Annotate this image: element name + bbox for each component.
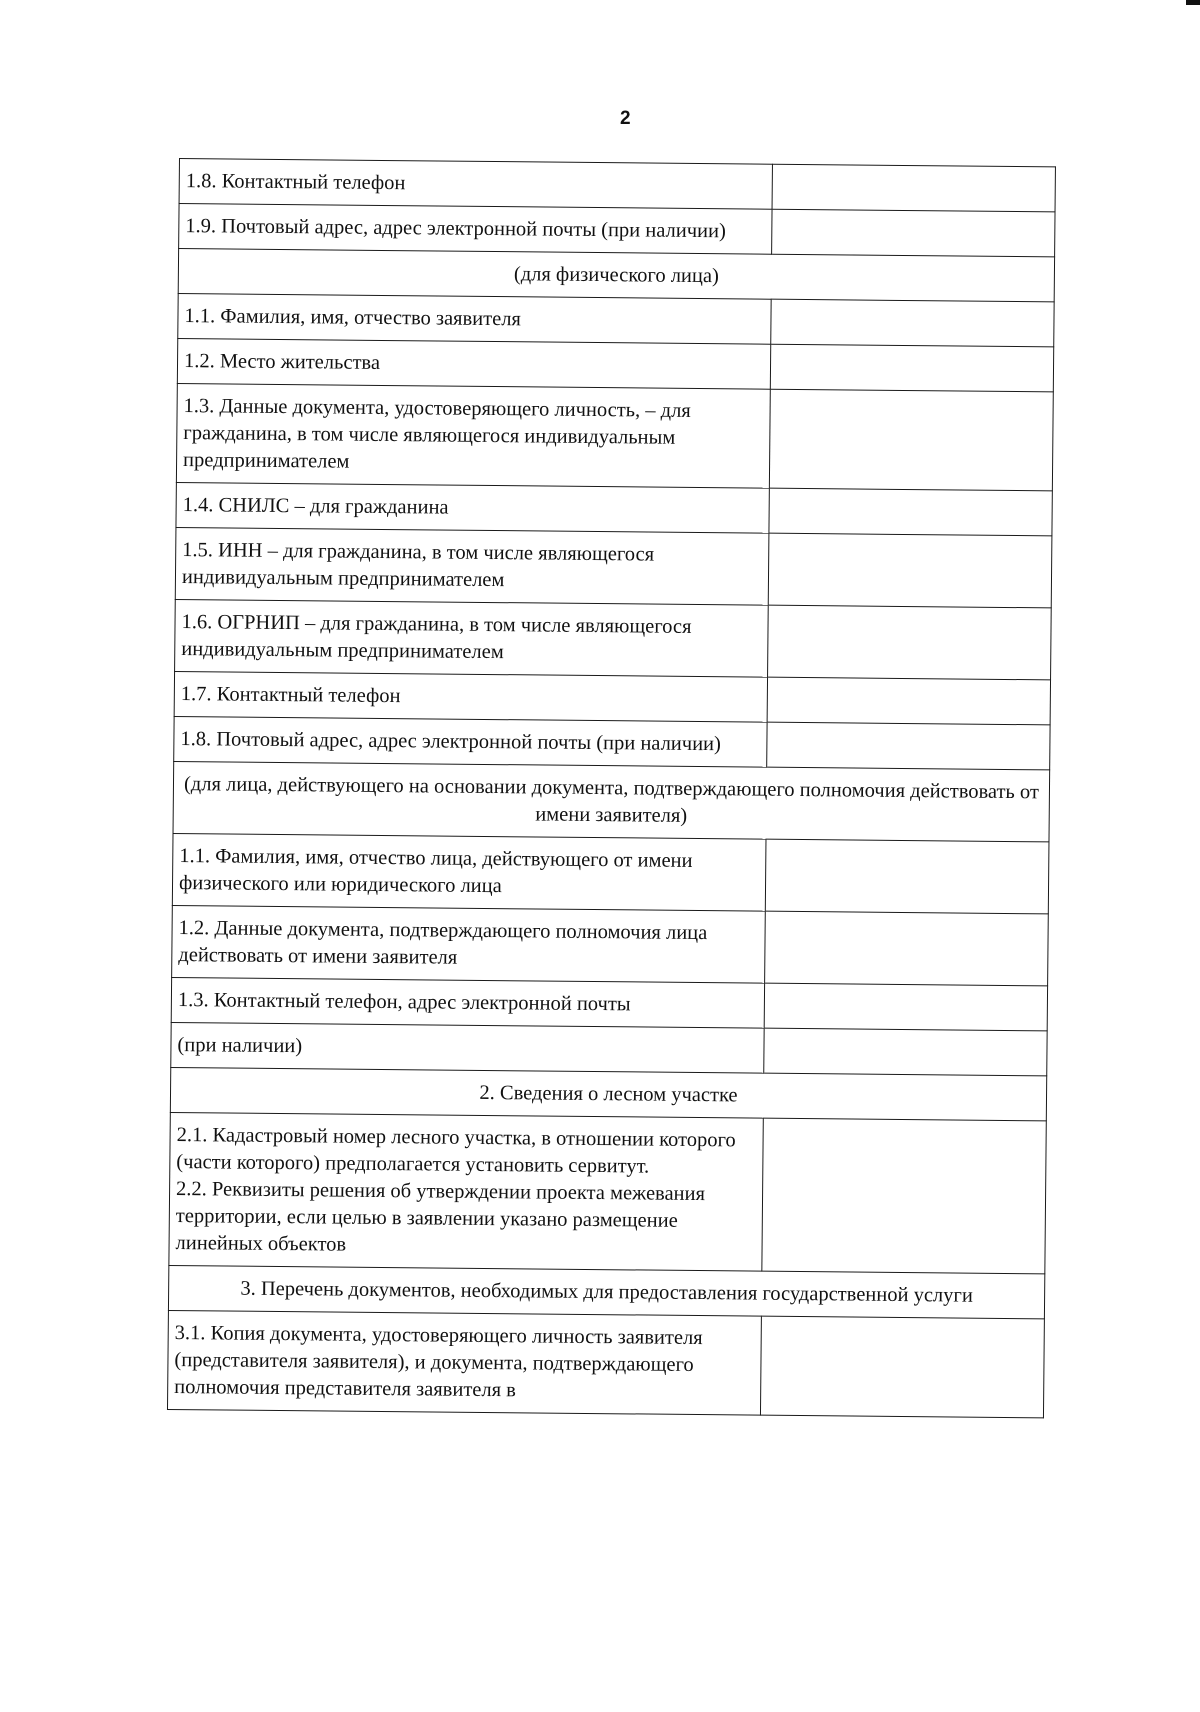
field-label-inn: 1.5. ИНН – для гражданина, в том числе являющегося индивидуальным предпринимателем <box>175 527 769 605</box>
table-row <box>172 833 1049 913</box>
field-label-postal-email: 1.8. Почтовый адрес, адрес электронной почты (при наличии) <box>174 716 767 767</box>
field-value-cell[interactable] <box>768 533 1052 608</box>
field-value-cell[interactable] <box>765 911 1049 986</box>
section-heading-individual: (для физического лица) <box>178 249 1054 302</box>
field-value-cell[interactable] <box>765 839 1049 914</box>
table-row <box>176 383 1053 490</box>
field-label-full-name: 1.1. Фамилия, имя, отчество заявителя <box>178 293 771 344</box>
field-value-cell[interactable] <box>769 488 1052 536</box>
field-label-residence: 1.2. Место жительства <box>177 338 770 389</box>
field-value-cell[interactable] <box>768 605 1052 680</box>
field-label-representative-name: 1.1. Фамилия, имя, отчество лица, действующего от имени физического или юридического лица <box>172 833 766 911</box>
field-label-authority-document: 1.2. Данные документа, подтверждающего полномочия лица действовать от имени заявителя <box>172 905 766 983</box>
field-value-cell[interactable] <box>760 1316 1044 1418</box>
field-label-identity-copy: 3.1. Копия документа, удостоверяющего личность заявителя (представителя заявителя), и документа, подтверждающего полномочия представителя заявителя в <box>167 1310 761 1415</box>
field-value-cell[interactable] <box>762 1118 1046 1274</box>
field-label-identity-document: 1.3. Данные документа, удостоверяющего личность, – для гражданина, в том числе являющегося индивидуальным предпринимателем <box>176 383 770 488</box>
field-label-phone-email: 1.3. Контактный телефон, адрес электронной почты <box>171 977 764 1028</box>
field-value-cell[interactable] <box>771 299 1054 347</box>
field-label-postal-email: 1.9. Почтовый адрес, адрес электронной почты (при наличии) <box>179 204 772 255</box>
section-heading-documents-list: 3. Перечень документов, необходимых для предоставления государственной услуги <box>168 1265 1044 1318</box>
table-row <box>175 599 1052 679</box>
field-value-cell[interactable] <box>772 164 1055 212</box>
table-row <box>172 905 1049 985</box>
field-label-ogrnip: 1.6. ОГРНИП – для гражданина, в том числе являющегося индивидуальным предпринимателем <box>175 599 769 677</box>
field-value-cell[interactable] <box>769 389 1053 491</box>
field-label-if-available: (при наличии) <box>171 1022 764 1073</box>
field-label-cadastral-number: 2.1. Кадастровый номер лесного участка, в отношении которого (части которого) предполагается установить сервитут. 2.2. Реквизиты решения об утверждении проекта межевания территории, если целью в заявлении указано размещение линейных объектов <box>169 1112 763 1271</box>
field-value-cell[interactable] <box>772 209 1055 257</box>
section-heading-representative: (для лица, действующего на основании документа, подтверждающего полномочия действовать от имени заявителя) <box>173 761 1050 841</box>
field-label-snils: 1.4. СНИЛС – для гражданина <box>176 482 769 533</box>
field-value-cell[interactable] <box>767 722 1050 770</box>
section-heading-forest-plot: 2. Сведения о лесном участке <box>170 1067 1046 1120</box>
field-label-contact-phone: 1.8. Контактный телефон <box>179 159 772 210</box>
field-value-cell[interactable] <box>764 1028 1047 1076</box>
application-form-table <box>167 158 1056 1418</box>
section-row <box>173 761 1050 841</box>
table-row <box>167 1310 1044 1417</box>
table-row <box>169 1112 1046 1273</box>
scan-edge-mark <box>1186 0 1200 5</box>
field-value-cell[interactable] <box>764 983 1047 1031</box>
field-value-cell[interactable] <box>767 677 1050 725</box>
page-number: 2 <box>620 108 631 129</box>
table-row <box>175 527 1052 607</box>
field-value-cell[interactable] <box>770 344 1053 392</box>
field-label-contact-phone: 1.7. Контактный телефон <box>174 671 767 722</box>
